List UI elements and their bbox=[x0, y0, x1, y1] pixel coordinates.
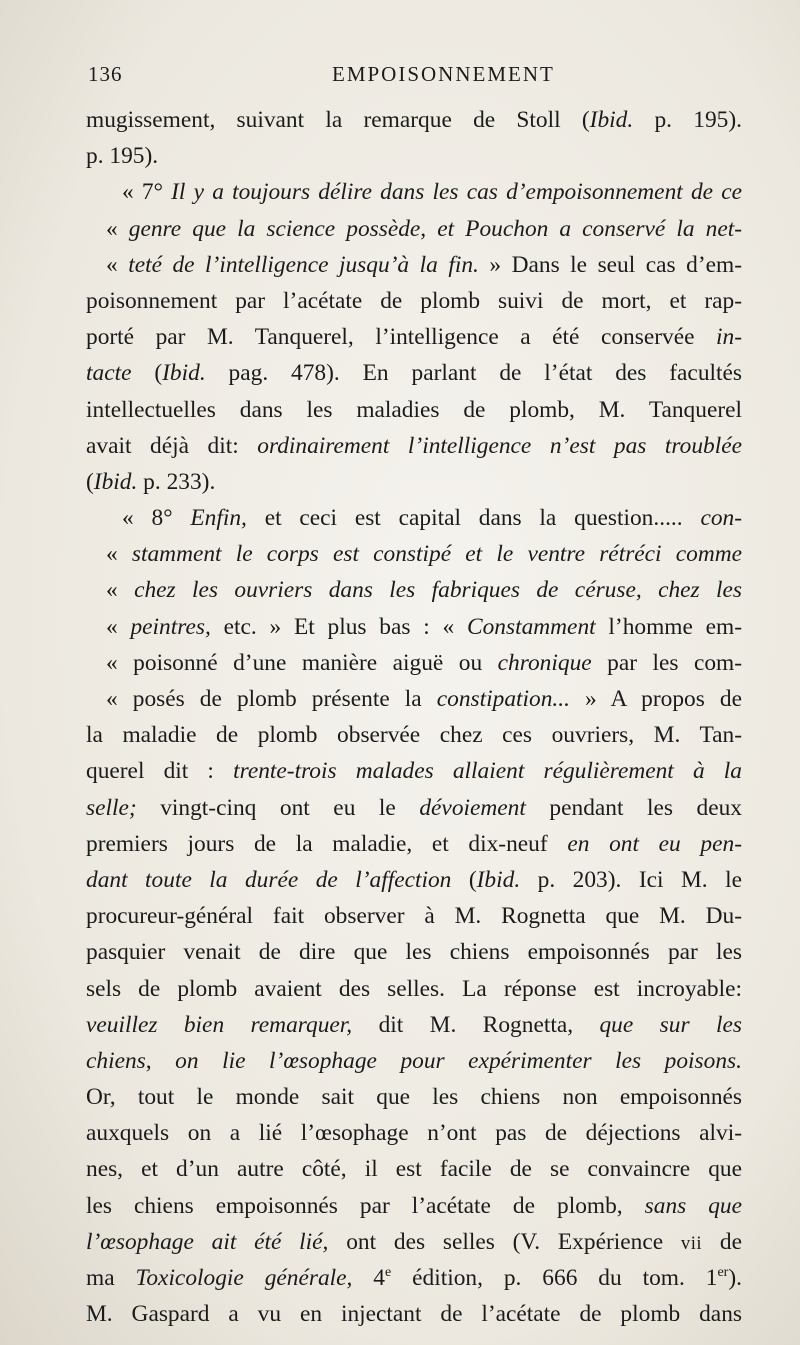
text-segment: et ceci est capital dans la question..... bbox=[246, 505, 701, 532]
text-line bbox=[86, 934, 742, 970]
italic-text: chez les ouvriers dans les fabriques de céruse, chez les bbox=[134, 577, 742, 604]
text-line bbox=[86, 717, 742, 753]
text-line bbox=[86, 862, 742, 898]
text-line bbox=[86, 464, 742, 500]
text-segment: vingt-cinq ont eu le bbox=[136, 794, 420, 821]
text-segment: sels de plomb avaient des selles. La réponse est incroyable: bbox=[86, 975, 742, 1002]
italic-text: chiens bbox=[86, 1047, 146, 1074]
text-segment: l’homme em- bbox=[595, 613, 743, 640]
italic-text: Constamment bbox=[466, 613, 596, 640]
italic-text: constipation... bbox=[436, 686, 570, 712]
text-segment: « 8° bbox=[122, 505, 191, 532]
italic-text: Ibid. bbox=[476, 866, 521, 893]
italic-text: trente-trois malades allaient régulièrement à la bbox=[233, 758, 742, 785]
text-segment: mugissement, suivant la remarque de Stoll ( bbox=[86, 107, 590, 133]
text-segment: ( bbox=[86, 468, 94, 495]
text-segment: p. 195). bbox=[86, 143, 159, 170]
text-segment: poisonnement par l’acétate de plomb suivi de mort, et rap- bbox=[86, 287, 742, 314]
italic-text: sans que bbox=[644, 1192, 743, 1219]
text-line bbox=[86, 319, 742, 355]
text-line bbox=[86, 681, 742, 717]
text-segment: intellectuelles dans les maladies de plomb, M. Tanquerel bbox=[86, 396, 742, 423]
text-line bbox=[86, 645, 742, 681]
text-segment: ( bbox=[451, 866, 477, 893]
italic-text: dévoiement bbox=[419, 794, 526, 821]
text-segment: pag. 478). En parlant de l’état des facultés bbox=[205, 360, 742, 387]
body-text bbox=[86, 102, 742, 1332]
italic-text: selle; bbox=[86, 794, 137, 821]
text-line bbox=[86, 138, 742, 174]
text-line bbox=[86, 1079, 742, 1115]
text-segment: auxquels on a lié l’œsophage n’ont pas de déjections alvi- bbox=[86, 1120, 742, 1147]
text-segment: pasquier venait de dire que les chiens empoisonnés par les bbox=[86, 939, 742, 966]
italic-text: con- bbox=[700, 505, 742, 532]
text-segment: ( bbox=[131, 360, 163, 387]
text-segment: « bbox=[106, 215, 129, 242]
text-line bbox=[86, 1224, 742, 1260]
italic-text: Ibid. bbox=[162, 360, 206, 387]
text-line bbox=[86, 572, 742, 608]
italic-text: dant toute la durée de l’affection bbox=[86, 866, 452, 893]
text-segment: « poisonné d’une manière aiguë ou bbox=[106, 649, 498, 676]
italic-text: peintres, bbox=[130, 613, 211, 640]
text-segment: avait déjà dit: bbox=[86, 432, 258, 459]
text-segment: « bbox=[106, 541, 132, 568]
text-segment: vii bbox=[680, 1232, 703, 1254]
text-line bbox=[86, 790, 742, 826]
text-segment: par les com- bbox=[591, 649, 743, 676]
text-line bbox=[86, 355, 742, 391]
italic-text: chronique bbox=[497, 649, 592, 676]
text-segment: » Dans le seul cas d’em- bbox=[478, 251, 742, 278]
superscript: e bbox=[384, 1264, 392, 1281]
italic-text: Enfin, bbox=[190, 505, 247, 532]
italic-text: Ibid. bbox=[93, 468, 138, 495]
text-line bbox=[86, 1151, 742, 1187]
text-line bbox=[86, 609, 742, 645]
text-segment: Or, tout le monde sait que les chiens non empoisonnés bbox=[86, 1084, 742, 1111]
italic-text: stamment le corps est constipé et le ventre rétréci comme bbox=[131, 541, 742, 568]
text-line bbox=[86, 392, 742, 428]
text-segment: pendant les deux bbox=[525, 794, 742, 821]
italic-text: on lie l’œsophage pour expérimenter les poisons. bbox=[175, 1047, 742, 1074]
text-segment: « posés de plomb présente la bbox=[106, 686, 437, 712]
italic-text: Ibid. bbox=[589, 107, 634, 133]
text-line bbox=[86, 1043, 742, 1079]
text-segment: p. 195). bbox=[633, 107, 742, 133]
text-line bbox=[86, 826, 742, 862]
text-segment: M. Gaspard a vu en injectant de l’acétate de plomb dans bbox=[86, 1301, 742, 1328]
text-line bbox=[86, 1188, 742, 1224]
text-segment: porté par M. Tanquerel, l’intelligence a été conservée bbox=[86, 324, 717, 351]
text-line bbox=[86, 247, 742, 283]
italic-text: veuillez bien remarquer, bbox=[86, 1011, 353, 1038]
text-segment: 4 bbox=[352, 1265, 385, 1291]
italic-text: ordinairement l’intelligence n’est pas troublée bbox=[257, 432, 742, 459]
text-line bbox=[86, 174, 742, 210]
italic-text: l’œsophage ait été lié, bbox=[86, 1228, 329, 1255]
text-segment: les chiens empoisonnés par l’acétate de plomb, bbox=[86, 1192, 645, 1219]
text-segment: etc. » Et plus bas : « bbox=[210, 613, 467, 640]
text-segment: , bbox=[145, 1047, 176, 1074]
text-line bbox=[86, 102, 742, 138]
text-segment: p. 233). bbox=[137, 468, 216, 495]
text-segment: la maladie de plomb observée chez ces ouvriers, M. Tan- bbox=[86, 722, 742, 749]
text-segment: procureur-général fait observer à M. Rognetta que M. Du- bbox=[86, 903, 742, 930]
text-line bbox=[86, 211, 742, 247]
text-segment: ). bbox=[728, 1265, 742, 1291]
text-line bbox=[86, 500, 742, 536]
italic-text: teté de l’intelligence jusqu’à la fin. bbox=[128, 251, 479, 278]
text-line bbox=[86, 1115, 742, 1151]
running-head: EMPOISONNEMENT bbox=[332, 62, 555, 86]
italic-text: que sur les bbox=[599, 1011, 742, 1038]
page-number: 136 bbox=[88, 62, 123, 86]
text-line bbox=[86, 1260, 742, 1296]
italic-text: tacte bbox=[86, 360, 132, 387]
italic-text: genre que la science possède, et Pouchon a conservé la net- bbox=[128, 215, 743, 242]
text-line bbox=[86, 1007, 742, 1043]
italic-text: Toxicologie générale, bbox=[135, 1265, 353, 1291]
text-segment: premiers jours de la maladie, et dix-neuf bbox=[86, 830, 568, 857]
text-segment: de bbox=[702, 1228, 742, 1255]
text-segment: p. 203). Ici M. le bbox=[520, 866, 742, 893]
text-line bbox=[86, 283, 742, 319]
italic-text: in- bbox=[716, 324, 742, 351]
text-line bbox=[86, 753, 742, 789]
text-line bbox=[86, 971, 742, 1007]
text-segment: ma bbox=[86, 1265, 136, 1291]
text-segment: dit M. Rognetta, bbox=[352, 1011, 600, 1038]
superscript: er bbox=[717, 1264, 729, 1281]
text-segment: « bbox=[106, 577, 135, 604]
text-line bbox=[86, 1296, 742, 1332]
text-line bbox=[86, 536, 742, 572]
text-segment: édition, p. 666 du tom. 1 bbox=[391, 1265, 718, 1291]
text-segment: » A propos de bbox=[569, 686, 742, 712]
text-segment: « 7° bbox=[122, 179, 172, 206]
text-segment: querel dit : bbox=[86, 758, 234, 785]
text-segment: nes, et d’un autre côté, il est facile de se convaincre que bbox=[86, 1156, 742, 1183]
text-segment: ont des selles (V. Expérience bbox=[328, 1228, 681, 1255]
italic-text: en ont eu pen- bbox=[567, 830, 742, 857]
text-line bbox=[86, 428, 742, 464]
page-header bbox=[88, 62, 748, 98]
text-line bbox=[86, 898, 742, 934]
italic-text: Il y a toujours délire dans les cas d’empoisonnement de ce bbox=[171, 179, 742, 206]
text-segment: « bbox=[106, 251, 129, 278]
text-segment: « bbox=[106, 613, 131, 640]
